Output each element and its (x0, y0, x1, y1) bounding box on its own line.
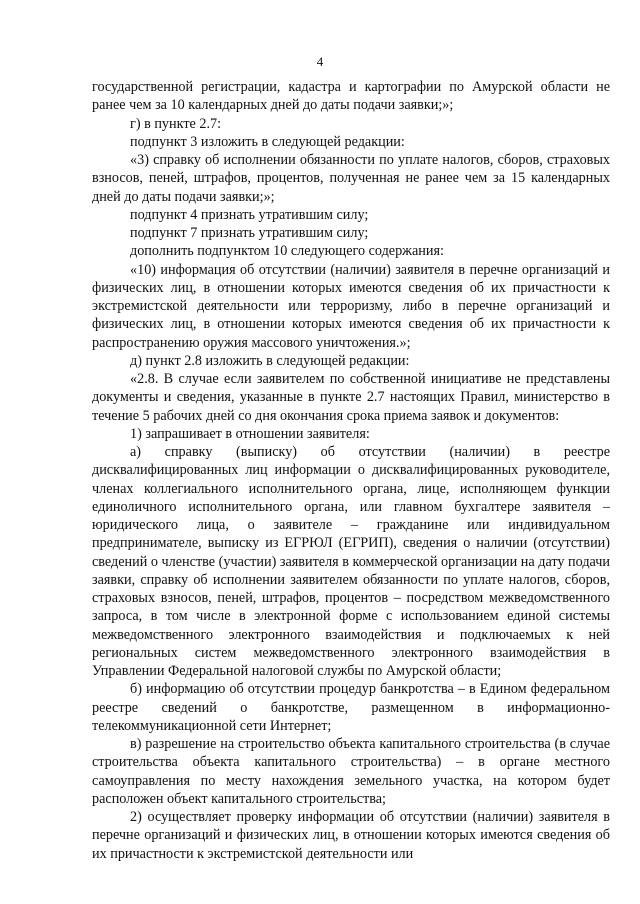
page-number: 4 (316, 54, 324, 69)
paragraph: подпункт 3 изложить в следующей редакции: (130, 133, 405, 150)
paragraph: д) пункт 2.8 изложить в следующей редакции: (130, 352, 410, 369)
paragraph: 1) запрашивает в отношении заявителя: (130, 425, 370, 442)
paragraph: б) информацию об отсутствии процедур банкротства – в Едином федеральном реестре сведений о банкротстве, размещенном в информационно-телекоммуникационной сети Интернет; (92, 681, 610, 734)
paragraph: г) в пункте 2.7: (130, 115, 222, 132)
paragraph: дополнить подпунктом 10 следующего содержания: (130, 243, 444, 260)
paragraph: государственной регистрации, кадастра и картографии по Амурской области не ранее чем за 10 календарных дней до даты подачи заявки;»; (92, 79, 610, 114)
paragraph: «10) информация об отсутствии (наличии) заявителя в перечне организаций и физических лиц, в отношении которых имеются сведения об их причастности к экстремистской деятельности или терроризму, либо в перечне организаций и физических лиц, в отношении которых имеются сведения об их причастности к распространению оружия массового уничтожения.»; (92, 261, 610, 351)
paragraph: «3) справку об исполнении обязанности по уплате налогов, сборов, страховых взносов, пеней, штрафов, процентов, полученная не ранее чем за 15 календарных дней до даты подачи заявки;»; (92, 152, 610, 205)
paragraph: подпункт 7 признать утратившим силу; (130, 225, 369, 241)
paragraph: в) разрешение на строительство объекта капитального строительства (в случае строительства объекта капитального строительства) – в органе местного самоуправления по месту нахождения земельного участка, на котором будет расположен объект капитального строительства; (92, 736, 610, 807)
paragraph: подпункт 4 признать утратившим силу; (130, 206, 369, 223)
paragraph: «2.8. В случае если заявителем по собственной инициативе не представлены документы и сведения, указанные в пункте 2.7 настоящих Правил, министерство в течение 5 рабочих дней со дня окончания срока приема заявок и документов: (92, 371, 610, 424)
paragraph: а) справку (выписку) об отсутствии (наличии) в реестре дисквалифицированных лиц информации о дисквалифицированных руководителе, членах коллегиального исполнительного органа, лице, исполняющем функции единоличного исполнительного органа, или главном бухгалтере заявителя – юридического лица, о заявителе – гражданине или индивидуальном предпринимателе, выписку из ЕГРЮЛ (ЕГРИП), сведения о наличии (отсутствии) сведений о членстве (участии) заявителя в коммерческой организации на дату подачи заявки, справку об исполнении заявителем обязанности по уплате налогов, сборов, страховых взносов, пеней, штрафов, процентов – посредством межведомственного запроса, в том числе в электронной форме с использованием единой системы межведомственного электронного взаимодействия и подключаемых к ней региональных систем межведомственного электронного взаимодействия в Управлении Федеральной налоговой службы по Амурской области; (92, 444, 610, 679)
paragraph: 2) осуществляет проверку информации об отсутствии (наличии) заявителя в перечне организаций и физических лиц, в отношении которых имеются сведения об их причастности к экстремистской деятельности или (92, 809, 610, 862)
document-body (92, 78, 610, 863)
